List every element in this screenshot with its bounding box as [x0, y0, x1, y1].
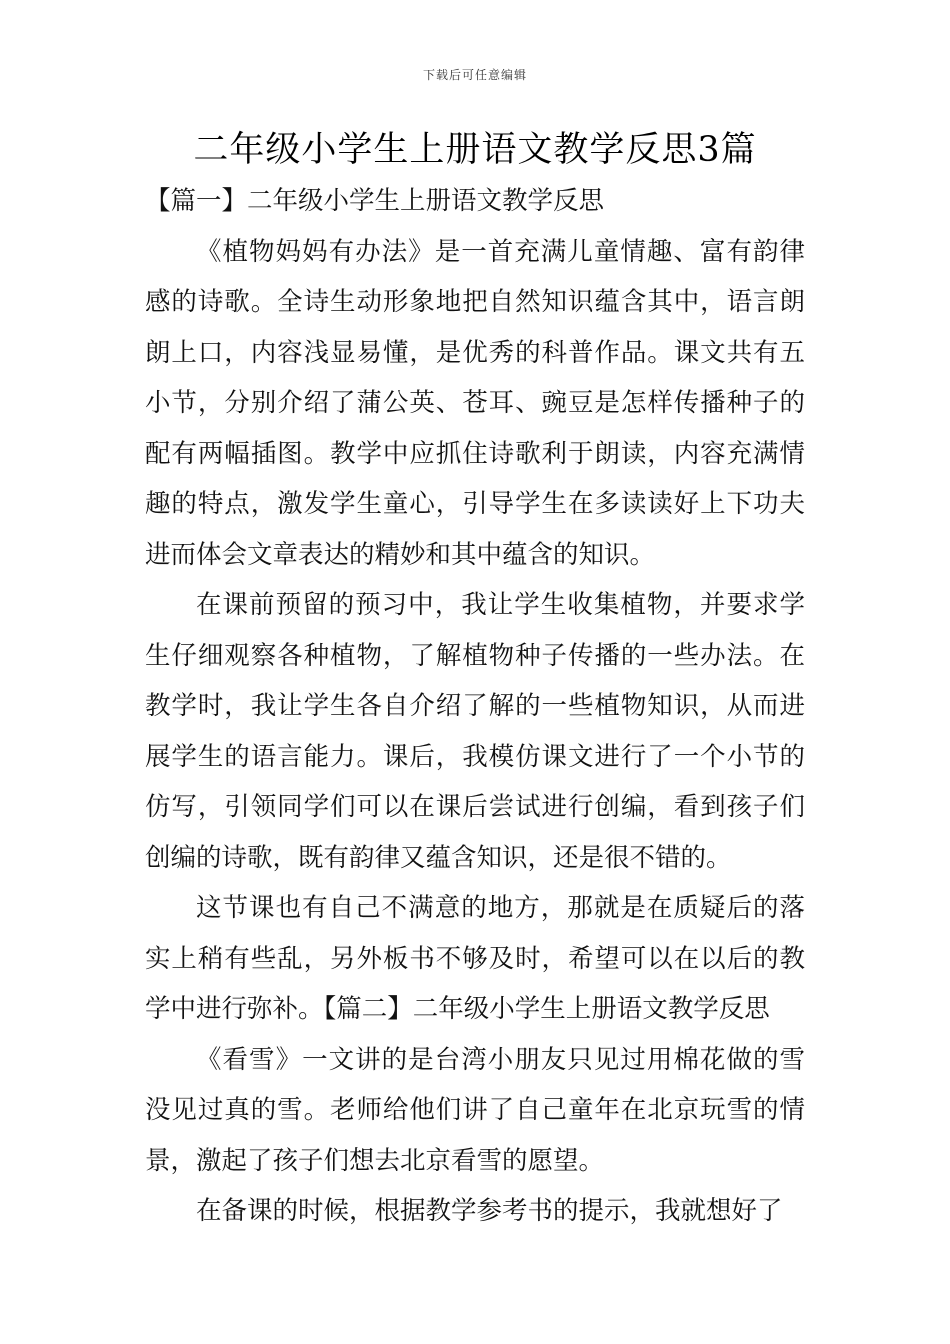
paragraph: 在课前预留的预习中，我让学生收集植物，并要求学生仔细观察各种植物，了解植物种子传播的一些办法。在教学时，我让学生各自介绍了解的一些植物知识，从而进展学生的语言能力。课后，我模仿课文进行了一个小节的仿写，引领同学们可以在课后尝试进行创编，看到孩子们创编的诗歌，既有韵律又蕴含知识，还是很不错的。: [145, 590, 805, 873]
paragraph: 在备课的时候，根据教学参考书的提示，我就想好了: [196, 1196, 783, 1226]
section-heading-one: 【篇一】二年级小学生上册语文教学反思: [145, 186, 605, 216]
document-title: 二年级小学生上册语文教学反思3篇: [193, 130, 757, 170]
header-note: 下载后可任意编辑: [422, 68, 527, 82]
document-body: [145, 176, 805, 1237]
paragraph: 这节课也有自己不满意的地方，那就是在质疑后的落实上稍有些乱，另外板书不够及时，希望可以在以后的教学中进行弥补。【篇二】二年级小学生上册语文教学反思: [145, 893, 805, 1024]
paragraph: 《看雪》一文讲的是台湾小朋友只见过用棉花做的雪没见过真的雪。老师给他们讲了自己童年在北京玩雪的情景，激起了孩子们想去北京看雪的愿望。: [145, 1044, 805, 1176]
paragraph: 《植物妈妈有办法》是一首充满儿童情趣、富有韵律感的诗歌。全诗生动形象地把自然知识蕴含其中，语言朗朗上口，内容浅显易懂，是优秀的科普作品。课文共有五小节，分别介绍了蒲公英、苍耳、豌豆是怎样传播种子的配有两幅插图。教学中应抓住诗歌利于朗读，内容充满情趣的特点，激发学生童心，引导学生在多读读好上下功夫进而体会文章表达的精妙和其中蕴含的知识。: [145, 236, 805, 570]
